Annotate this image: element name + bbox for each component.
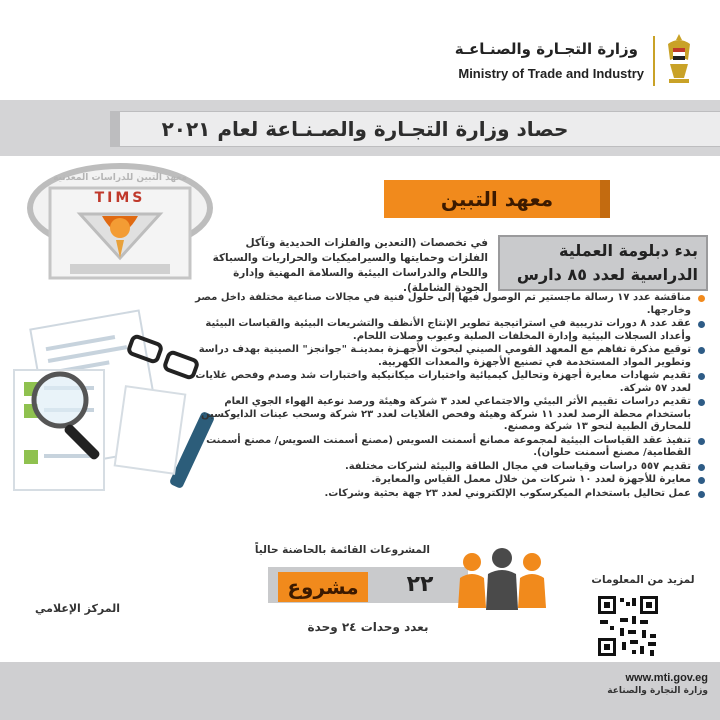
- list-item-text: تقديم دراسات تقييم الأثر البيئي والاجتماعي لعدد ٣ شركة وهيئة ورصد نوعية الهواء الجوي العام باستخدام محطة الرصد لعدد ١١ شركة وهيئة وفحص الغلايات لعدد ٢٣ شركة وسحب عينات الدايوكسين للمحارق الطبية لنحو ١٣ شركة ومصنع.: [201, 396, 691, 432]
- bullet-dot: [698, 399, 705, 406]
- tims-logo: [20, 158, 220, 298]
- bullet-dot: [698, 321, 705, 328]
- specializations-text: في تخصصات (التعدين والفلزات الحديدية وتآكل الفلزات وحمايتها والسيراميكيات والحراريات والسباكة واللحام والدراسات البيئية والسلامة المهنية وإدارة الجودة الشاملة).: [212, 237, 488, 294]
- more-info-label: لمزيد من المعلومات: [591, 574, 695, 586]
- ministry-name-arabic: وزارة التجـارة والصنـاعـة: [454, 40, 638, 58]
- header-divider: [653, 36, 655, 86]
- bullet-dot: [698, 464, 705, 471]
- list-item-text: تقديم ٥٥٧ دراسات وقياسات في مجال الطاقة والبيئة لشركات مختلفة.: [344, 460, 691, 472]
- list-item: [180, 474, 705, 487]
- bullet-dot: [698, 477, 705, 484]
- bullet-dot: [698, 347, 705, 354]
- qr-code-icon[interactable]: [596, 594, 660, 658]
- list-item-text: معايرة للأجهزة لعدد ١٠ شركات من خلال معمل القياس والمعايرة.: [371, 474, 691, 485]
- list-item: [180, 344, 705, 369]
- ministry-name-english: Ministry of Trade and Industry: [458, 66, 644, 81]
- projects-count: ٢٢: [406, 572, 434, 597]
- bullet-dot: [698, 373, 705, 380]
- projects-caption: المشروعات القائمة بالحاضنة حالياً: [254, 544, 430, 556]
- logo-ring-text: معهد التبين للدراسات المعدنية: [53, 173, 187, 183]
- website-link[interactable]: www.mti.gov.eg: [625, 672, 708, 684]
- bullet-dot: [698, 438, 705, 445]
- list-item: [180, 461, 705, 474]
- list-item-text: مناقشة عدد ١٧ رسالة ماجستير تم الوصول فيها إلى حلول فنية في مجالات صناعية مختلفة داخل مصر وخارجها.: [195, 292, 691, 316]
- people-icon: [456, 548, 548, 610]
- projects-label: مشروع: [278, 572, 368, 602]
- page-title: حصاد وزارة التجـارة والصـنـاعة لعام ٢٠٢١: [161, 117, 569, 141]
- list-item: [180, 318, 705, 343]
- media-center-label: المركز الإعلامي: [35, 602, 120, 615]
- list-item: [180, 292, 705, 317]
- achievements-list: [180, 292, 705, 501]
- list-item-text: عمل تحاليل باستخدام الميكرسكوب الإلكتروني لعدد ٢٣ جهة بحثية وشركات.: [324, 487, 691, 499]
- list-item: [180, 396, 705, 434]
- logo-tims-text: TIMS: [94, 190, 146, 206]
- list-item-text: عقد عدد ٨ دورات تدريبية في استراتيجية تطوير الإنتاج الأنظف والتشريعات البيئية والقياسات البيئية وأعداد السجلات البيئية وإدارة المخلفات الصلبة وعيوب وصلات اللحام.: [205, 318, 691, 342]
- list-item: [180, 435, 705, 460]
- list-item-text: توقيع مذكرة تفاهم مع المعهد القومي الصيني لبحوث الأجهـزة بمدينـة "جوانجز" الصينية بهدف دراسة وتطوير المواد المستخدمة في تصنيع الأجهزة والمعدات الكهربية.: [198, 344, 691, 368]
- institute-accent: [600, 180, 610, 218]
- projects-subtitle: بعدد وحدات ٢٤ وحدة: [307, 620, 429, 634]
- list-item: [180, 370, 705, 395]
- bullet-dot: [698, 491, 705, 498]
- list-item-text: تنفيذ عقد القياسات البيئية لمجموعة مصانع أسمنت السويس (مصنع أسمنت السويس/ مصنع أسمنت القطامية/ مصنع أسمنت حلوان).: [206, 434, 691, 458]
- institute-label: معهد التبين: [384, 180, 610, 218]
- list-item-text: تقديم شهادات معايرة أجهزة وتحاليل كيميائية واختبارات ميكانيكية واختبارات شد وصدم وفحص غلايات لعدد ٥٧ شركة.: [195, 370, 691, 394]
- diploma-box: بدء دبلومة العملية الدراسية لعدد ٨٥ دارس: [498, 235, 708, 291]
- eagle-emblem-icon: [662, 30, 696, 86]
- bullet-dot: [698, 295, 705, 302]
- header: [0, 0, 720, 100]
- list-item: [180, 488, 705, 501]
- footer-ministry-name: وزارة التجارة والصناعة: [607, 686, 708, 696]
